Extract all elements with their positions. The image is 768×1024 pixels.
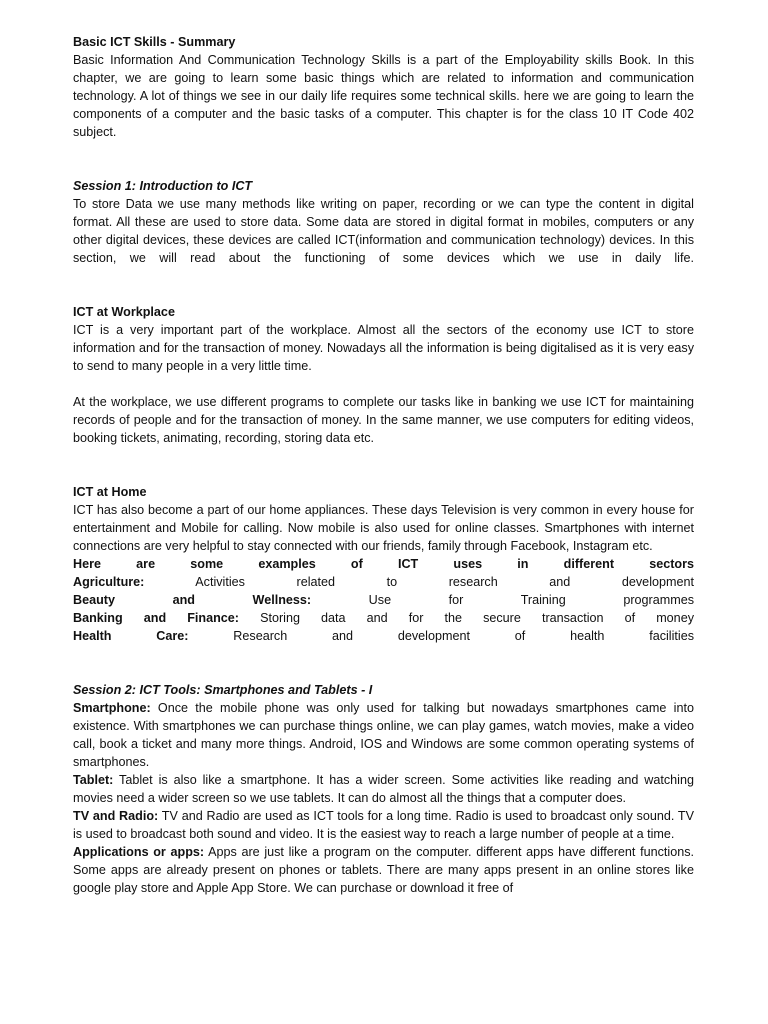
sector-label: Health Care:: [73, 629, 189, 643]
session-1-heading: Session 1: Introduction to ICT: [73, 179, 253, 193]
tool-item: [73, 699, 694, 771]
document-title: Basic ICT Skills - Summary: [73, 35, 236, 49]
sector-label: Agriculture:: [73, 575, 145, 589]
session-1-paragraph: To store Data we use many methods like writing on paper, recording or we can type the content in digital format. All these are used to store data. Some data are stored in digital format in mobiles, computers or any other digital devices, these devices are called ICT(information and communication technology) devices. In this section, we will read about the functioning of some devices which we use in daily life.: [73, 197, 694, 265]
tool-label: Applications or apps:: [73, 845, 205, 859]
home-heading: ICT at Home: [73, 485, 147, 499]
sector-text: Research and development of health facilities: [188, 629, 694, 643]
tool-label: Smartphone:: [73, 701, 151, 715]
tool-text: TV and Radio are used as ICT tools for a long time. Radio is used to broadcast only sound. TV is used to broadcast both sound and video. It is the easiest way to reach a large number of people at a time.: [73, 809, 694, 841]
home-paragraph: ICT has also become a part of our home appliances. These days Television is very common in every house for entertainment and Mobile for calling. Now mobile is also used for online classes. Smartphones with internet connections are very helpful to stay connected with our friends, family through Facebook, Instagram etc.: [73, 503, 694, 553]
tool-label: TV and Radio:: [73, 809, 159, 823]
sector-label: Beauty and Wellness:: [73, 593, 312, 607]
workplace-heading: ICT at Workplace: [73, 305, 175, 319]
intro-paragraph: Basic Information And Communication Technology Skills is a part of the Employability skills Book. In this chapter, we are going to learn some basic things which are related to information and communication technology. A lot of things we see in our daily life requires some technical skills. here we are going to learn the components of a computer and the basic tasks of a computer. This chapter is for the class 10 IT Code 402 subject.: [73, 53, 694, 139]
tool-item: [73, 771, 694, 807]
sector-label: Banking and Finance:: [73, 611, 239, 625]
sector-text: Storing data and for the secure transaction of money: [239, 611, 694, 625]
workplace-paragraph-2: At the workplace, we use different programs to complete our tasks like in banking we use ICT for maintaining records of people and for the transaction of money. In the same manner, we use computers for editing videos, booking tickets, animating, recording, storing data etc.: [73, 395, 694, 445]
tool-text: Once the mobile phone was only used for talking but nowadays smartphones came into existence. With smartphones we can purchase things online, we can play games, watch movies, make a video call, book a ticket and many more things. Android, IOS and Windows are some common operating systems of smartphones.: [73, 701, 694, 769]
sector-item: [73, 591, 694, 609]
tool-item: [73, 843, 694, 897]
document-page: [73, 33, 694, 897]
session-2-heading: Session 2: ICT Tools: Smartphones and Tablets - I: [73, 683, 373, 697]
sector-item: [73, 573, 694, 591]
workplace-paragraph-1: ICT is a very important part of the workplace. Almost all the sectors of the economy use ICT to store information and for the transaction of money. Nowadays all the information is being digitalised as it is very easy to send to many people in a very little time.: [73, 323, 694, 373]
tool-label: Tablet:: [73, 773, 114, 787]
sector-item: [73, 627, 694, 645]
tool-text: Apps are just like a program on the computer. different apps have different functions. Some apps are already present on phones or tablets. There are many apps present in an online stores like google play store and Apple App Store. We can purchase or download it free of: [73, 845, 694, 895]
sector-examples-heading: Here are some examples of ICT uses in different sectors: [73, 557, 694, 571]
tool-text: Tablet is also like a smartphone. It has a wider screen. Some activities like reading and watching movies need a wider screen so we use tablets. It can do almost all the things that a computer does.: [73, 773, 694, 805]
sector-item: [73, 609, 694, 627]
tool-item: [73, 807, 694, 843]
sector-text: Activities related to research and development: [144, 575, 694, 589]
sector-text: Use for Training programmes: [311, 593, 694, 607]
